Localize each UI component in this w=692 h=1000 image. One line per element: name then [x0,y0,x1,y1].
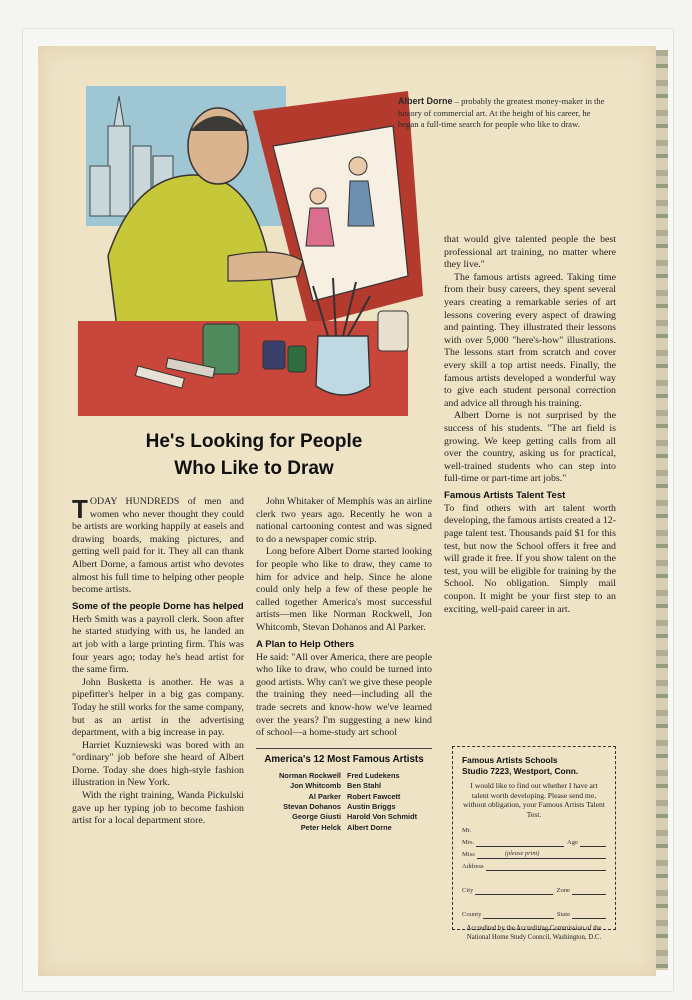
coupon-title-2: Studio 7223, Westport, Conn. [462,766,579,776]
artist-name: Al Parker [308,791,341,801]
column-2 [256,496,432,833]
coupon-mrs-line[interactable]: Mrs. Age [462,835,606,847]
col1-subhead: Some of the people Dorne has helped [72,600,244,612]
coupon-address-line[interactable]: Address [462,859,606,871]
coupon-city-line[interactable]: City Zone [462,883,606,895]
drop-cap: T [72,494,88,524]
col1-paragraph-3: John Busketta is another. He was a pipefitter's helper in a big gas company. Today he still works for the same company, but as an artist in the advertising department, with a big increase in pay. [72,676,244,739]
col2-subhead: A Plan to Help Others [256,638,355,650]
column-3 [444,234,616,616]
caption [398,96,608,131]
artists-left-column [256,771,341,833]
coupon-county-line[interactable]: County State [462,907,606,919]
caption-text: – probably the greatest money-maker in the history of commercial art. At the height of his career, he began a full-time search for people who like to draw. [398,96,605,129]
coupon-name-line[interactable]: Mr. [462,826,472,834]
artist-name: George Giusti [292,812,341,822]
coupon-spacer-line [462,871,606,883]
column-1 [72,496,244,828]
artist-name: Norman Rockwell [278,770,341,780]
artist-name: Fred Ludekens [347,770,400,780]
divider-rule [256,748,432,749]
accreditation-note: Accredited by the Accrediting Commission of the National Home Study Council, Washington, D.C. [466,925,602,941]
artist-name: Jon Whitcomb [290,781,341,791]
coupon-message: I would like to find out whether I have art talent worth developing. Please send me, without obligation, your Famous Artists Talent Test. [463,781,605,819]
artist-illustration [78,86,446,416]
col1-paragraph-5: With the right training, Wanda Pickulski gave up her typing job to become fashion artist for a local department store. [72,790,244,827]
artist-name: Ben Stahl [347,781,382,791]
artist-name: Peter Helck [300,822,341,832]
col2-paragraph-3: He said: "All over America, there are people who like to draw, who could be turned into good artists. Why can't we give these people the training they need—including all the trade secrets and know-how we've learned over the years? I'm suggesting a new kind of school—a home-study art school [256,651,432,739]
artists-list-title: America's 12 Most Famous Artists [264,753,424,765]
col2-paragraph-2: Long before Albert Dorne started looking for people who like to draw, they came to him for advice and help. Since he alone could only help a few of these people he called together America's most successful artists—men like Norman Rockwell, Jon Whitcomb, Stevan Dohanos and Al Parker. [256,546,432,633]
coupon-miss-line[interactable]: Miss (please print) [462,847,606,859]
col1-paragraph-1: TODAY HUNDREDS of men and women who never thought they could be artists are working happily at easels and drawing boards, making pictures, and getting well paid for it. They all can thank Albert Dorne, a famous artist who devotes almost his full time to helping other people become artists. [72,494,244,596]
headline-line-2: Who Like to Draw [174,458,334,479]
artist-name: Robert Fawcett [347,791,401,801]
mail-coupon[interactable] [452,746,616,941]
headline [70,428,438,482]
artists-list [256,771,432,833]
col3-paragraph-2: The famous artists agreed. Taking time from their busy careers, they spent several years creating a remarkable series of art lessons covering every aspect of drawing and painting. They illustrated their lessons with over 5,000 "here's-how" illustrations. The lessons start from scratch and cover every skill a top artist needs. Finally, the famous artists developed a wonderful way to give each student personal correction and advice all through his training. [444,271,616,409]
col2-paragraph-1: John Whitaker of Memphis was an airline clerk two years ago. Recently he won a national cartooning contest and was signed to do a newspaper comic strip. [256,496,432,545]
coupon-spacer-line [462,895,606,907]
artist-name: Harold Von Schmidt [347,812,418,822]
col1-paragraph-4: Harriet Kuzniewski was bored with an "ordinary" job before she heard of Albert Dorne. Today she does high-style fashion illustration in New York. [72,739,244,789]
col3-paragraph-1: that would give talented people the best professional art training, no matter where they live." [444,234,616,271]
coupon-title-1: Famous Artists Schools [462,755,558,765]
caption-name: Albert Dorne [398,96,453,106]
col3-paragraph-3: Albert Dorne is not surprised by the success of his students. "The art field is growing. We keep getting calls from all over the country, asking us for practical, well-trained students who can step into full-time or part-time art jobs." [444,410,616,485]
page-edge-stack [656,50,668,970]
artist-name: Albert Dorne [347,822,392,832]
headline-line-1: He's Looking for People [145,431,363,452]
col3-subhead: Famous Artists Talent Test [444,489,566,501]
artist-name: Austin Briggs [347,801,396,811]
col3-paragraph-4: To find others with art talent worth developing, the famous artists created a 12-page talent test. Thousands paid $1 for this test, but now the School offers it free and will grade it free. If you show talent on the test, you will be eligible for training by the School. No obligation. Simply mail coupon. It might be your first step to an exciting, well-paid career in art. [444,502,616,615]
col1-paragraph-2: Herb Smith was a payroll clerk. Soon after he started studying with us, he landed an art job with a large printing firm. This was four years ago; today he's head artist for the same firm. [72,613,244,676]
artists-right-column [347,771,432,833]
artist-name: Stevan Dohanos [283,801,341,811]
